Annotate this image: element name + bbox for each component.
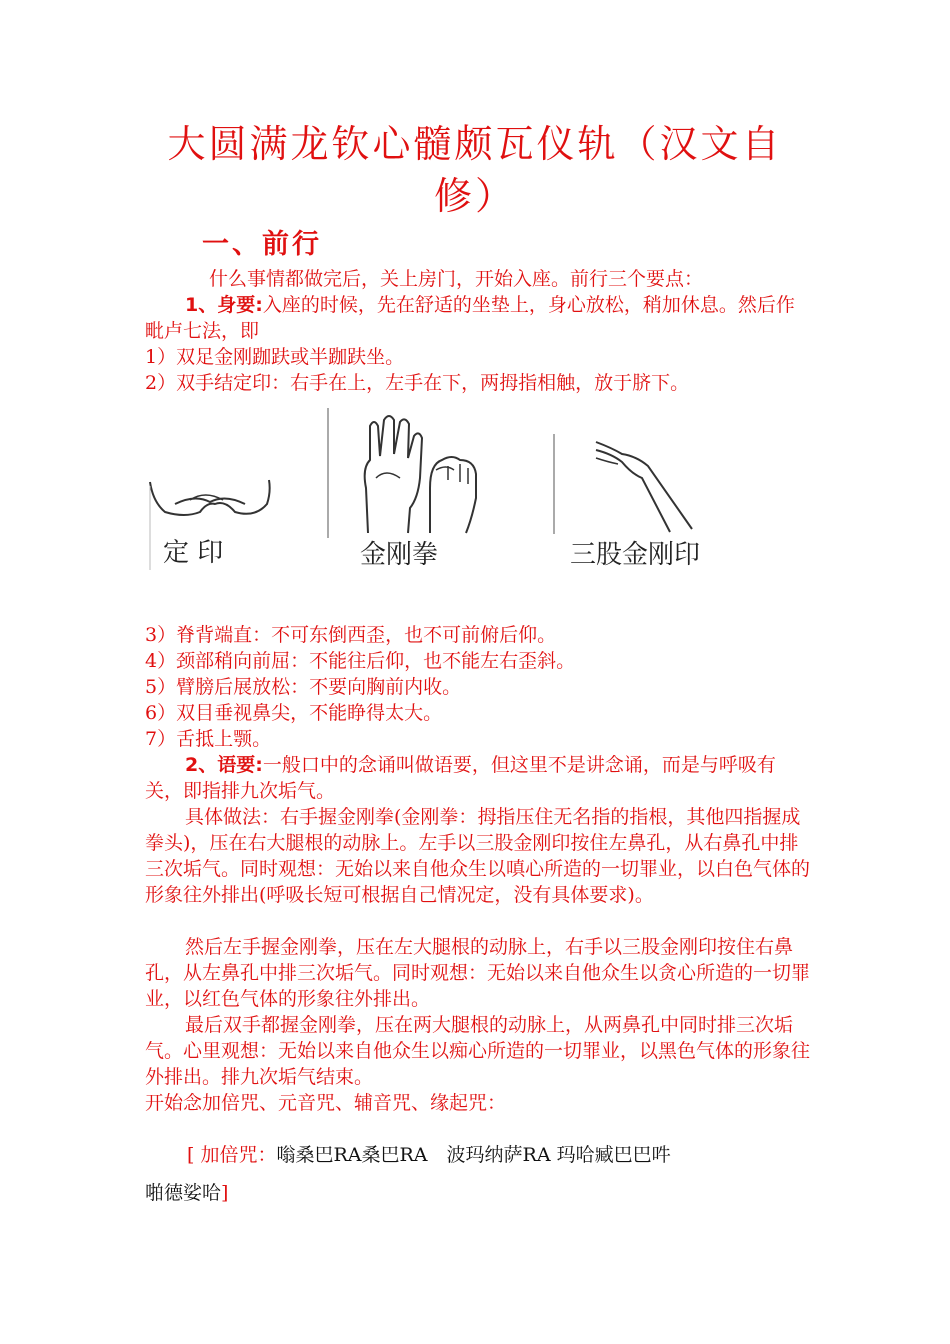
figure-dhyana-mudra	[145, 472, 275, 570]
mantra-open: [ 加倍咒：	[187, 1144, 277, 1166]
speech-label: 2、语要:	[185, 754, 263, 776]
section-heading-preliminary: 一、前行	[202, 229, 322, 260]
body-posture-paragraph	[145, 292, 810, 344]
mantra-text: 嗡桑巴RA桑巴RA 波玛纳萨RA 玛哈臧巴巴吽	[276, 1144, 671, 1166]
caption-dhyana-mudra: 定 印	[163, 538, 224, 568]
vajra-fist-illustration	[326, 408, 490, 538]
posture-item-2: 2）双手结定印：右手在上，左手在下，两拇指相触，放于脐下。	[145, 372, 690, 394]
mantra-text-2: 啪德娑哈	[145, 1182, 222, 1204]
posture-item-5: 5）臂膀后展放松：不要向胸前内收。	[145, 676, 462, 698]
caption-vajra-fist: 金刚拳	[360, 540, 439, 570]
posture-item-4: 4）颈部稍向前屈：不能往后仰，也不能左右歪斜。	[145, 650, 576, 672]
mantra-close: ]	[221, 1182, 229, 1204]
posture-item-1: 1）双足金刚跏趺或半跏趺坐。	[145, 346, 405, 368]
caption-three-prong-vajra: 三股金刚印	[570, 540, 701, 570]
posture-item-3: 3）脊背端直：不可东倒西歪，也不可前俯后仰。	[145, 624, 557, 646]
method-paragraph-3: 最后双手都握金刚拳，压在两大腿根的动脉上，从两鼻孔中同时排三次垢气。心里观想：无始以来自他众生以痴心所造的一切罪业，以黑色气体的形象往外排出。排九次垢气结束。	[145, 1014, 811, 1088]
method-paragraph-1: 具体做法：右手握金刚拳(金刚拳：拇指压住无名指的指根，其他四指握成拳头)，压在右大腿根的动脉上。左手以三股金刚印按住左鼻孔，从右鼻孔中排三次垢气。同时观想：无始以来自他众生以嗔心所造的一切罪业，以白色气体的形象往外排出(呼吸长短可根据自己情况定，没有具体要求)。	[145, 806, 811, 906]
begin-mantra-line: 开始念加倍咒、元音咒、辅音咒、缘起咒：	[145, 1092, 507, 1114]
intro-paragraph: 什么事情都做完后，关上房门，开始入座。前行三个要点：	[209, 268, 704, 290]
method-paragraph-2: 然后左手握金刚拳，压在左大腿根的动脉上，右手以三股金刚印按住右鼻孔，从左鼻孔中排三次垢气。同时观想：无始以来自他众生以贪心所造的一切罪业，以红色气体的形象往外排出。	[145, 936, 811, 1010]
speech-text: 一般口中的念诵叫做语要，但这里不是讲念诵，而是与呼吸有关，即指排九次垢气。	[145, 754, 776, 802]
mantra-block	[145, 1136, 805, 1212]
figure-three-prong-vajra-mudra	[552, 434, 722, 570]
posture-item-7: 7）舌抵上颚。	[145, 728, 272, 750]
body-posture-text: 入座的时候，先在舒适的坐垫上，身心放松，稍加休息。然后作毗卢七法，即	[145, 294, 795, 342]
body-posture-label: 1、身要:	[185, 294, 263, 316]
posture-item-6: 6）双目垂视鼻尖，不能睁得太大。	[145, 702, 443, 724]
figure-vajra-fist	[326, 408, 490, 570]
speech-paragraph	[145, 752, 810, 804]
document-title: 大圆满龙钦心髓颇瓦仪轨（汉文自修）	[167, 122, 783, 218]
three-prong-vajra-illustration	[552, 434, 722, 534]
